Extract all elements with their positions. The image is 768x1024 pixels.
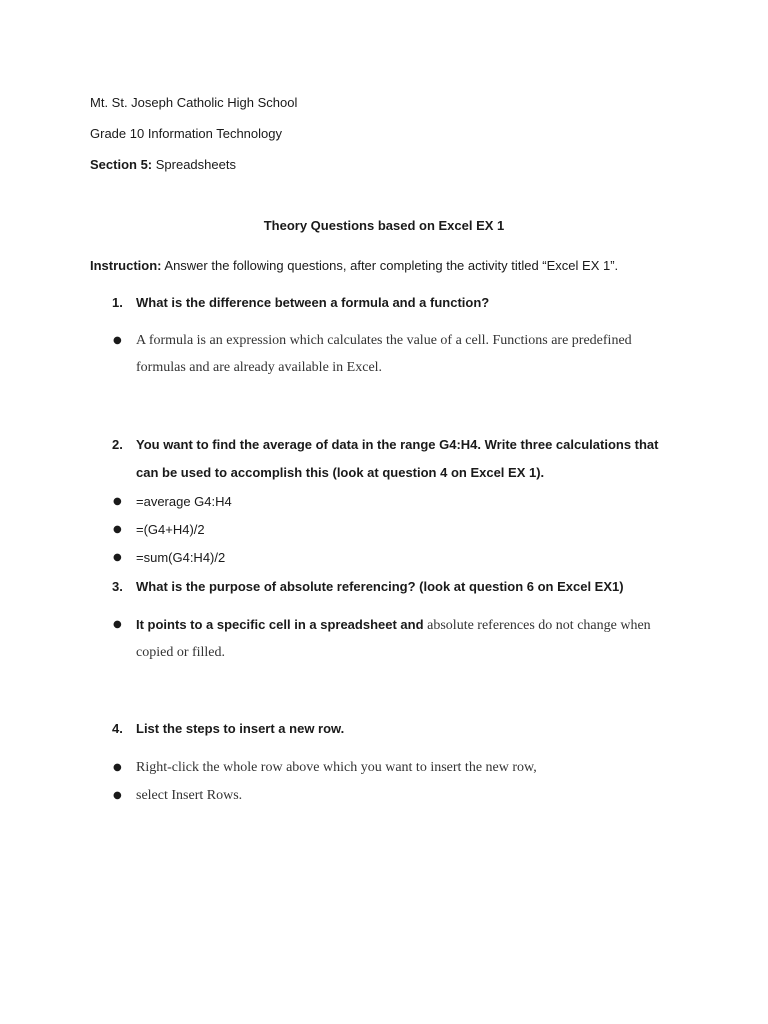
bullet-icon: ● [113, 619, 122, 630]
instruction-label: Instruction: [90, 258, 162, 273]
answer-text: copied or filled. [136, 645, 226, 660]
bullet-icon: ● [113, 524, 122, 535]
question-number: 1. [112, 295, 123, 310]
answer-bold-part: It points to a specific cell in a spreadsheet and [136, 617, 428, 632]
question-text: What is the difference between a formula and a function? [136, 295, 490, 310]
bullet-icon: ● [113, 790, 122, 801]
section-label: Section 5: [90, 157, 153, 172]
question-number: 4. [112, 721, 123, 736]
answer-text [136, 616, 651, 635]
answer-text: formulas and are already available in Excel. [136, 360, 383, 375]
answer-text: select Insert Rows. [136, 788, 243, 803]
course-name: Grade 10 Information Technology [90, 126, 282, 141]
school-name: Mt. St. Joseph Catholic High School [90, 95, 298, 110]
answer-text: Right-click the whole row above which you want to insert the new row, [136, 760, 537, 775]
section-value: Spreadsheets [152, 157, 236, 172]
question-text: What is the purpose of absolute referencing? (look at question 6 on Excel EX1) [136, 579, 624, 594]
answer-text: =average G4:H4 [136, 494, 232, 509]
page-title: Theory Questions based on Excel EX 1 [263, 218, 505, 233]
bullet-icon: ● [113, 552, 122, 563]
answer-text: =(G4+H4)/2 [136, 522, 205, 537]
answer-text: A formula is an expression which calculates the value of a cell. Functions are predefined [136, 333, 632, 348]
question-text: You want to find the average of data in the range G4:H4. Write three calculations that [136, 437, 659, 452]
bullet-icon: ● [113, 335, 122, 346]
question-number: 2. [112, 437, 123, 452]
bullet-icon: ● [113, 496, 122, 507]
answer-text: =sum(G4:H4)/2 [136, 550, 226, 565]
bullet-icon: ● [113, 762, 122, 773]
instruction-text: Answer the following questions, after completing the activity titled “Excel EX 1”. [161, 258, 619, 273]
answer-plain-part: absolute references do not change when [427, 618, 651, 633]
question-text: List the steps to insert a new row. [136, 721, 345, 736]
section-line [90, 156, 236, 174]
instruction-line [90, 257, 618, 275]
question-text: can be used to accomplish this (look at question 4 on Excel EX 1). [136, 465, 545, 480]
question-number: 3. [112, 579, 123, 594]
